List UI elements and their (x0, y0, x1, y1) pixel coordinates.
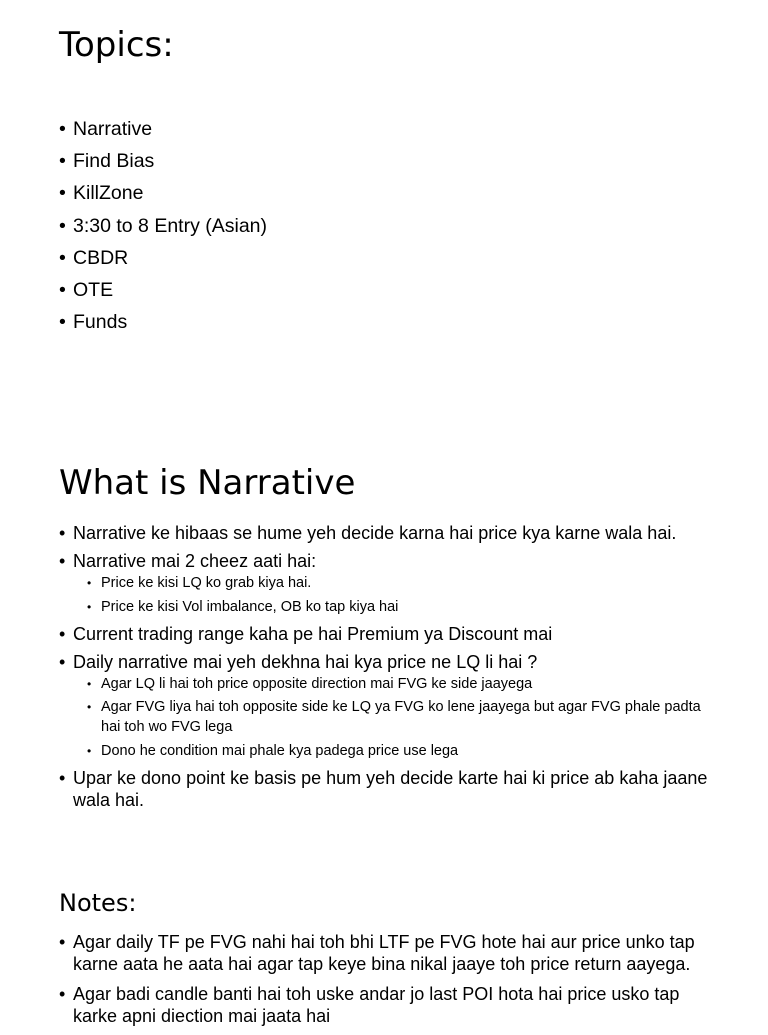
notes-list (59, 931, 719, 1035)
list-item (59, 767, 719, 811)
sub-list-item: • Price ke kisi LQ ko grab kiya hai. (73, 573, 719, 593)
list-item (59, 522, 719, 544)
list-item: • Find Bias (59, 150, 719, 182)
notes-heading: Notes: (59, 889, 137, 917)
sub-list-item: • Agar LQ li hai toh price opposite direction mai FVG ke side jaayega (73, 674, 719, 694)
list-item: • Funds (59, 311, 719, 343)
sub-list (73, 674, 719, 761)
topics-heading: Topics: (59, 25, 174, 65)
list-item: • OTE (59, 279, 719, 311)
sub-list-item: • Price ke kisi Vol imbalance, OB ko tap kiya hai (73, 597, 719, 617)
sub-list (73, 573, 719, 617)
sub-list-item: • Dono he condition mai phale kya padega price use lega (73, 741, 719, 761)
list-item-text: Daily narrative mai yeh dekhna hai kya price ne LQ li hai ? (73, 651, 538, 672)
narrative-list (59, 522, 719, 817)
narrative-heading: What is Narrative (59, 463, 356, 503)
list-item-text: Narrative mai 2 cheez aati hai: (73, 551, 317, 571)
list-item-text: Current trading range kaha pe hai Premium ya Discount mai (73, 623, 553, 644)
list-item: • Narrative (59, 118, 719, 150)
list-item: • Agar badi candle banti hai toh uske andar jo last POI hota hai price usko tap karke apni diection mai jaata hai (59, 983, 719, 1027)
list-item (59, 651, 719, 761)
list-item-text: Narrative ke hibaas se hume yeh decide karna hai price kya karne wala hai. (73, 523, 677, 543)
list-item (59, 623, 719, 645)
list-item: • KillZone (59, 182, 719, 214)
list-item: • Agar daily TF pe FVG nahi hai toh bhi LTF pe FVG hote hai aur price unko tap karne aata he aata hai agar tap keye bina nikal jaaye toh price return aayega. (59, 931, 719, 975)
list-item: • 3:30 to 8 Entry (Asian) (59, 215, 719, 247)
list-item-text: Upar ke dono point ke basis pe hum yeh decide karte hai ki price ab kaha jaane wala hai. (73, 767, 708, 810)
sub-list-item: • Agar FVG liya hai toh opposite side ke LQ ya FVG ko lene jaayega but agar FVG phale padta hai toh wo FVG lega (73, 697, 719, 737)
list-item (59, 550, 719, 617)
list-item: • CBDR (59, 247, 719, 279)
topics-list (59, 118, 719, 343)
